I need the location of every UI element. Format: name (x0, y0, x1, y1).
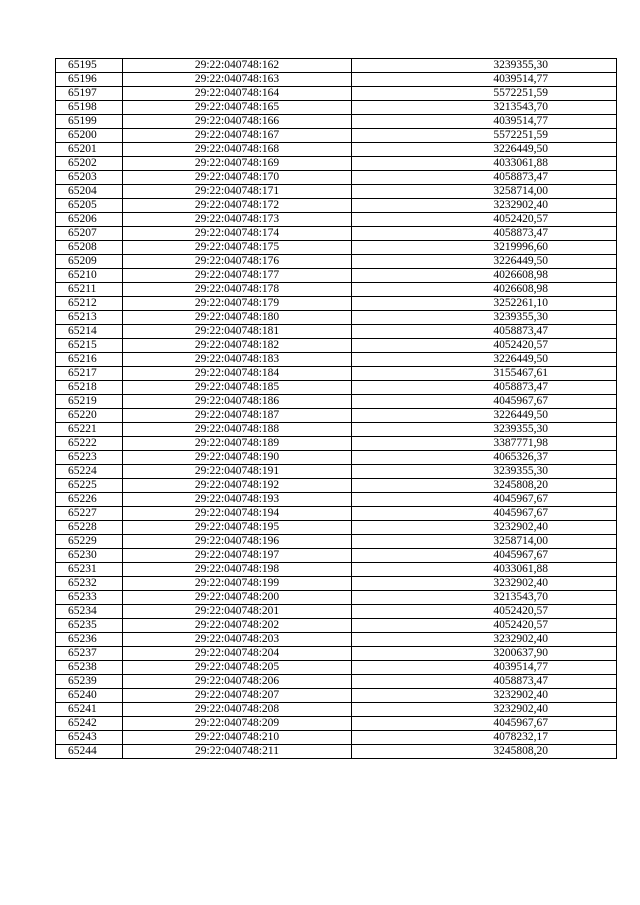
table-row (56, 241, 617, 255)
cadastral-value-cell: 4039514,77 (352, 73, 617, 87)
cadastral-value-cell: 3245808,20 (352, 745, 617, 759)
cadastral-number-cell: 29:22:040748:167 (123, 129, 352, 143)
cadastral-number-cell: 29:22:040748:186 (123, 395, 352, 409)
row-number-cell: 65209 (56, 255, 123, 269)
row-number-cell: 65233 (56, 591, 123, 605)
row-number-cell: 65201 (56, 143, 123, 157)
table-row (56, 185, 617, 199)
cadastral-number-cell: 29:22:040748:173 (123, 213, 352, 227)
cadastral-number-cell: 29:22:040748:199 (123, 577, 352, 591)
row-number-cell: 65236 (56, 633, 123, 647)
cadastral-value-cell: 4033061,88 (352, 157, 617, 171)
cadastral-number-cell: 29:22:040748:184 (123, 367, 352, 381)
row-number-cell: 65211 (56, 283, 123, 297)
table-row (56, 493, 617, 507)
row-number-cell: 65237 (56, 647, 123, 661)
cadastral-value-cell: 3239355,30 (352, 465, 617, 479)
row-number-cell: 65238 (56, 661, 123, 675)
row-number-cell: 65208 (56, 241, 123, 255)
row-number-cell: 65204 (56, 185, 123, 199)
table-row (56, 409, 617, 423)
cadastral-value-cell: 3232902,40 (352, 577, 617, 591)
cadastral-number-cell: 29:22:040748:197 (123, 549, 352, 563)
row-number-cell: 65195 (56, 59, 123, 73)
cadastral-value-cell: 4058873,47 (352, 227, 617, 241)
cadastral-number-cell: 29:22:040748:205 (123, 661, 352, 675)
table-row (56, 619, 617, 633)
cadastral-value-cell: 3232902,40 (352, 199, 617, 213)
cadastral-number-cell: 29:22:040748:190 (123, 451, 352, 465)
cadastral-number-cell: 29:22:040748:169 (123, 157, 352, 171)
cadastral-value-cell: 3387771,98 (352, 437, 617, 451)
row-number-cell: 65226 (56, 493, 123, 507)
row-number-cell: 65202 (56, 157, 123, 171)
cadastral-value-cell: 3245808,20 (352, 479, 617, 493)
cadastral-value-cell: 4052420,57 (352, 213, 617, 227)
cadastral-number-cell: 29:22:040748:187 (123, 409, 352, 423)
row-number-cell: 65199 (56, 115, 123, 129)
table-row (56, 157, 617, 171)
cadastral-number-cell: 29:22:040748:180 (123, 311, 352, 325)
cadastral-number-cell: 29:22:040748:207 (123, 689, 352, 703)
cadastral-value-cell: 4039514,77 (352, 661, 617, 675)
cadastral-value-cell: 3226449,50 (352, 409, 617, 423)
row-number-cell: 65210 (56, 269, 123, 283)
cadastral-value-cell: 3226449,50 (352, 143, 617, 157)
cadastral-number-cell: 29:22:040748:196 (123, 535, 352, 549)
cadastral-number-cell: 29:22:040748:162 (123, 59, 352, 73)
cadastral-value-cell: 3213543,70 (352, 591, 617, 605)
cadastral-number-cell: 29:22:040748:189 (123, 437, 352, 451)
cadastral-number-cell: 29:22:040748:170 (123, 171, 352, 185)
table-row (56, 577, 617, 591)
cadastral-value-cell: 4033061,88 (352, 563, 617, 577)
row-number-cell: 65234 (56, 605, 123, 619)
table-row (56, 339, 617, 353)
cadastral-value-cell: 4052420,57 (352, 605, 617, 619)
cadastral-number-cell: 29:22:040748:211 (123, 745, 352, 759)
cadastral-value-cell: 4078232,17 (352, 731, 617, 745)
cadastral-value-cell: 4026608,98 (352, 269, 617, 283)
row-number-cell: 65200 (56, 129, 123, 143)
cadastral-number-cell: 29:22:040748:206 (123, 675, 352, 689)
cadastral-number-cell: 29:22:040748:172 (123, 199, 352, 213)
row-number-cell: 65198 (56, 101, 123, 115)
table-row (56, 535, 617, 549)
table-row (56, 283, 617, 297)
table-row (56, 507, 617, 521)
row-number-cell: 65215 (56, 339, 123, 353)
cadastral-number-cell: 29:22:040748:185 (123, 381, 352, 395)
cadastral-value-cell: 4058873,47 (352, 171, 617, 185)
table-row (56, 353, 617, 367)
cadastral-value-cell: 5572251,59 (352, 87, 617, 101)
table-row (56, 59, 617, 73)
table-row (56, 143, 617, 157)
table-row (56, 647, 617, 661)
row-number-cell: 65217 (56, 367, 123, 381)
table-row (56, 367, 617, 381)
cadastral-number-cell: 29:22:040748:192 (123, 479, 352, 493)
cadastral-number-cell: 29:22:040748:208 (123, 703, 352, 717)
cadastral-number-cell: 29:22:040748:194 (123, 507, 352, 521)
cadastral-value-cell: 4045967,67 (352, 493, 617, 507)
table-row (56, 591, 617, 605)
table-row (56, 395, 617, 409)
cadastral-value-cell: 4058873,47 (352, 325, 617, 339)
cadastral-number-cell: 29:22:040748:181 (123, 325, 352, 339)
cadastral-number-cell: 29:22:040748:174 (123, 227, 352, 241)
table-row (56, 115, 617, 129)
cadastral-value-cell: 3219996,60 (352, 241, 617, 255)
cadastral-value-cell: 3155467,61 (352, 367, 617, 381)
table-body (56, 59, 617, 759)
row-number-cell: 65197 (56, 87, 123, 101)
table-row (56, 255, 617, 269)
table-row (56, 661, 617, 675)
cadastral-value-cell: 3213543,70 (352, 101, 617, 115)
row-number-cell: 65232 (56, 577, 123, 591)
document-page (55, 58, 548, 759)
cadastral-number-cell: 29:22:040748:171 (123, 185, 352, 199)
cadastral-number-cell: 29:22:040748:198 (123, 563, 352, 577)
cadastral-number-cell: 29:22:040748:188 (123, 423, 352, 437)
row-number-cell: 65242 (56, 717, 123, 731)
table-row (56, 87, 617, 101)
cadastral-number-cell: 29:22:040748:203 (123, 633, 352, 647)
cadastral-number-cell: 29:22:040748:168 (123, 143, 352, 157)
cadastral-number-cell: 29:22:040748:165 (123, 101, 352, 115)
cadastral-number-cell: 29:22:040748:166 (123, 115, 352, 129)
cadastral-value-cell: 4052420,57 (352, 619, 617, 633)
row-number-cell: 65205 (56, 199, 123, 213)
cadastral-number-cell: 29:22:040748:182 (123, 339, 352, 353)
cadastral-value-cell: 3232902,40 (352, 521, 617, 535)
cadastral-value-cell: 3239355,30 (352, 59, 617, 73)
cadastral-value-cell: 3252261,10 (352, 297, 617, 311)
table-row (56, 717, 617, 731)
row-number-cell: 65196 (56, 73, 123, 87)
row-number-cell: 65229 (56, 535, 123, 549)
cadastral-value-cell: 3239355,30 (352, 423, 617, 437)
row-number-cell: 65241 (56, 703, 123, 717)
cadastral-value-cell: 3232902,40 (352, 703, 617, 717)
table-row (56, 129, 617, 143)
table-row (56, 325, 617, 339)
cadastral-number-cell: 29:22:040748:204 (123, 647, 352, 661)
cadastral-value-cell: 3226449,50 (352, 255, 617, 269)
cadastral-value-cell: 3226449,50 (352, 353, 617, 367)
cadastral-value-cell: 4058873,47 (352, 381, 617, 395)
row-number-cell: 65219 (56, 395, 123, 409)
cadastral-number-cell: 29:22:040748:164 (123, 87, 352, 101)
table-row (56, 549, 617, 563)
table-row (56, 213, 617, 227)
table-row (56, 437, 617, 451)
row-number-cell: 65221 (56, 423, 123, 437)
cadastral-value-cell: 4045967,67 (352, 507, 617, 521)
cadastral-value-cell: 4058873,47 (352, 675, 617, 689)
cadastral-number-cell: 29:22:040748:210 (123, 731, 352, 745)
row-number-cell: 65213 (56, 311, 123, 325)
table-row (56, 269, 617, 283)
table-row (56, 171, 617, 185)
table-row (56, 101, 617, 115)
table-row (56, 521, 617, 535)
row-number-cell: 65239 (56, 675, 123, 689)
row-number-cell: 65230 (56, 549, 123, 563)
row-number-cell: 65235 (56, 619, 123, 633)
cadastral-value-cell: 3258714,00 (352, 185, 617, 199)
table-row (56, 423, 617, 437)
cadastral-value-cell: 4039514,77 (352, 115, 617, 129)
cadastral-number-cell: 29:22:040748:177 (123, 269, 352, 283)
row-number-cell: 65218 (56, 381, 123, 395)
row-number-cell: 65220 (56, 409, 123, 423)
cadastral-number-cell: 29:22:040748:191 (123, 465, 352, 479)
table-row (56, 675, 617, 689)
table-row (56, 451, 617, 465)
row-number-cell: 65216 (56, 353, 123, 367)
row-number-cell: 65224 (56, 465, 123, 479)
row-number-cell: 65214 (56, 325, 123, 339)
cadastral-value-cell: 3232902,40 (352, 689, 617, 703)
cadastral-value-cell: 3258714,00 (352, 535, 617, 549)
cadastral-value-cell: 4065326,37 (352, 451, 617, 465)
cadastral-number-cell: 29:22:040748:175 (123, 241, 352, 255)
table-row (56, 703, 617, 717)
cadastral-number-cell: 29:22:040748:195 (123, 521, 352, 535)
row-number-cell: 65244 (56, 745, 123, 759)
cadastral-value-cell: 3232902,40 (352, 633, 617, 647)
row-number-cell: 65231 (56, 563, 123, 577)
table-row (56, 297, 617, 311)
row-number-cell: 65203 (56, 171, 123, 185)
table-row (56, 381, 617, 395)
cadastral-value-cell: 4026608,98 (352, 283, 617, 297)
row-number-cell: 65243 (56, 731, 123, 745)
cadastral-number-cell: 29:22:040748:176 (123, 255, 352, 269)
cadastral-number-cell: 29:22:040748:209 (123, 717, 352, 731)
row-number-cell: 65207 (56, 227, 123, 241)
table-row (56, 465, 617, 479)
table-row (56, 479, 617, 493)
cadastral-value-cell: 4045967,67 (352, 717, 617, 731)
table-row (56, 633, 617, 647)
table-row (56, 689, 617, 703)
cadastral-value-cell: 5572251,59 (352, 129, 617, 143)
row-number-cell: 65223 (56, 451, 123, 465)
cadastral-value-cell: 4045967,67 (352, 549, 617, 563)
cadastral-number-cell: 29:22:040748:200 (123, 591, 352, 605)
table-row (56, 731, 617, 745)
cadastral-value-cell: 4052420,57 (352, 339, 617, 353)
table-row (56, 605, 617, 619)
table-row (56, 311, 617, 325)
table-row (56, 199, 617, 213)
cadastral-number-cell: 29:22:040748:201 (123, 605, 352, 619)
table-row (56, 73, 617, 87)
row-number-cell: 65225 (56, 479, 123, 493)
cadastral-value-cell: 3239355,30 (352, 311, 617, 325)
row-number-cell: 65228 (56, 521, 123, 535)
cadastral-number-cell: 29:22:040748:202 (123, 619, 352, 633)
cadastral-value-cell: 4045967,67 (352, 395, 617, 409)
table-row (56, 563, 617, 577)
cadastral-number-cell: 29:22:040748:193 (123, 493, 352, 507)
cadastral-number-cell: 29:22:040748:178 (123, 283, 352, 297)
cadastral-number-cell: 29:22:040748:183 (123, 353, 352, 367)
row-number-cell: 65222 (56, 437, 123, 451)
cadastral-value-cell: 3200637,90 (352, 647, 617, 661)
cadastral-number-cell: 29:22:040748:163 (123, 73, 352, 87)
cadastral-number-cell: 29:22:040748:179 (123, 297, 352, 311)
row-number-cell: 65206 (56, 213, 123, 227)
table-row (56, 227, 617, 241)
row-number-cell: 65240 (56, 689, 123, 703)
table-row (56, 745, 617, 759)
row-number-cell: 65212 (56, 297, 123, 311)
row-number-cell: 65227 (56, 507, 123, 521)
cadastral-value-table (55, 58, 617, 759)
